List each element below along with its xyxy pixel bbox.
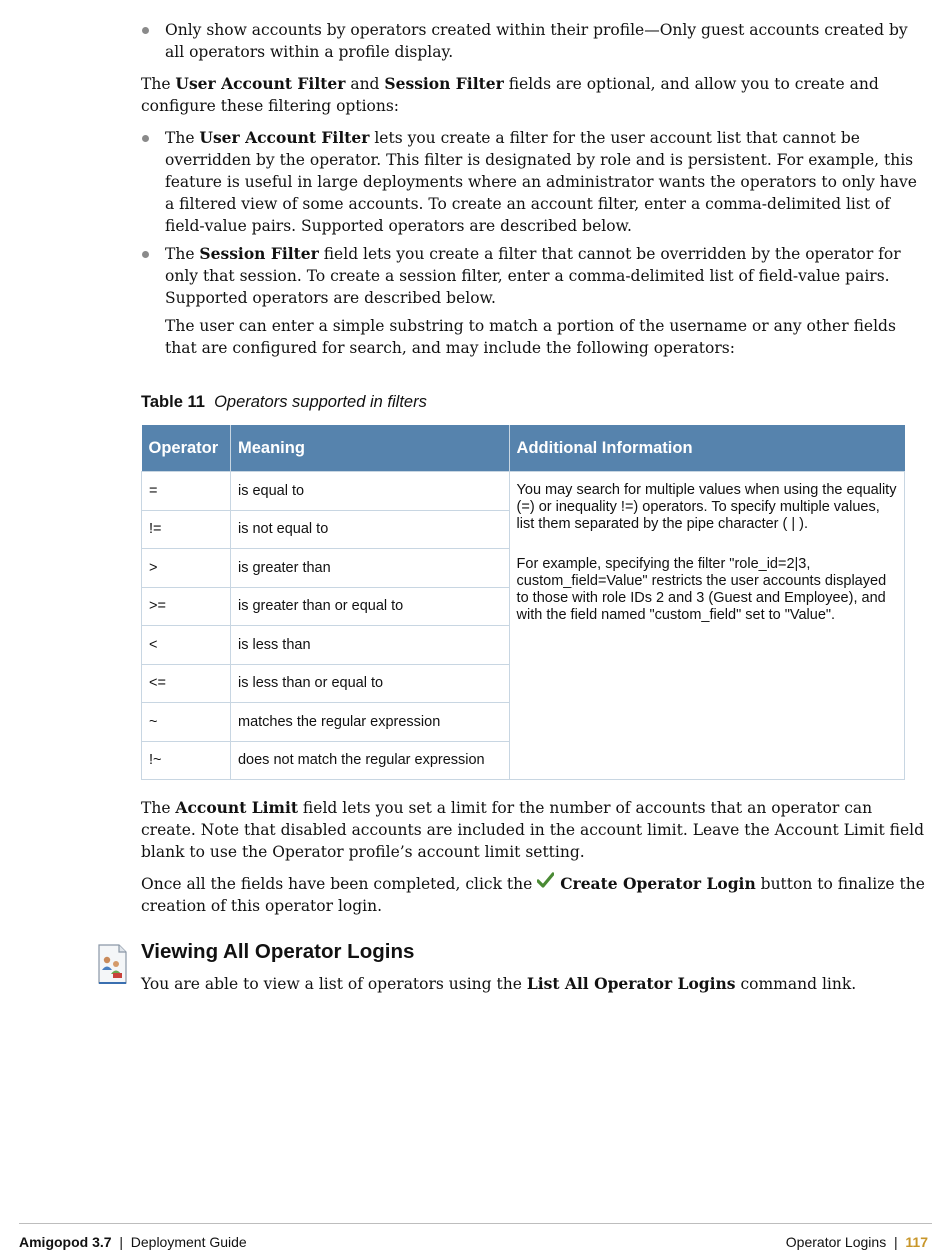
text: command link.	[735, 975, 857, 993]
meaning-cell: is less than or equal to	[230, 664, 509, 703]
meaning-cell: is less than	[230, 626, 509, 665]
text: The user can enter a simple substring to match a portion of the username or any other fields that are configured for search, and may include the following operators:	[165, 317, 896, 357]
table-row	[142, 472, 905, 511]
operator-cell: <=	[142, 664, 231, 703]
info-paragraph: For example, specifying the filter "role_id=2|3, custom_field=Value" restricts the user accounts displayed to those with role IDs 2 and 3 (Guest and Employee), and with the field named "custom_field" set to "Value".	[516, 556, 887, 623]
table-caption	[141, 393, 427, 412]
term-list-all-operator-logins: List All Operator Logins	[526, 974, 736, 993]
header-meaning: Meaning	[230, 425, 509, 472]
header-additional-information: Additional Information	[509, 425, 904, 472]
meaning-cell: matches the regular expression	[230, 703, 509, 742]
operator-cell: >	[142, 549, 231, 588]
operator-cell: !=	[142, 510, 231, 549]
footer-guide: Deployment Guide	[130, 1234, 247, 1250]
text: and	[345, 75, 385, 93]
footer-separator: |	[893, 1234, 898, 1250]
footer-separator: |	[119, 1234, 123, 1250]
operators-document-icon	[97, 943, 129, 985]
operator-cell: >=	[142, 587, 231, 626]
footer-divider	[19, 1223, 932, 1224]
bullet-session-filter	[165, 243, 931, 309]
text: You are able to view a list of operators using the	[141, 975, 527, 993]
operator-cell: !~	[142, 741, 231, 780]
bullet-dot	[142, 251, 149, 258]
footer-right	[786, 1234, 928, 1250]
term-user-account-filter: User Account Filter	[175, 74, 346, 93]
meaning-cell: is greater than or equal to	[230, 587, 509, 626]
text: The	[141, 799, 176, 817]
text: The	[165, 245, 200, 263]
meaning-cell: is greater than	[230, 549, 509, 588]
text: Only show accounts by operators created within their profile—Only guest accounts created by all operators within a profile display.	[165, 21, 908, 61]
term-session-filter: Session Filter	[384, 74, 504, 93]
text: field lets you create a filter that cannot be overridden by the operator for only that session. To create a session filter, enter a comma-delimited list of field-value pairs. Supported operators are described below.	[165, 245, 901, 307]
account-limit-paragraph	[141, 797, 931, 863]
additional-info-cell	[509, 472, 904, 780]
text: lets you create a filter for the user account list that cannot be overridden by the operator. This filter is designated by role and is persistent. For example, this feature is useful in large deployments where an administrator wants the operators to only have a filtered view of some accounts. To create an account filter, enter a comma-delimited list of field-value pairs. Supported operators are described below.	[165, 129, 917, 235]
operator-cell: <	[142, 626, 231, 665]
bullet-dot	[142, 135, 149, 142]
text: The	[141, 75, 176, 93]
info-paragraph: You may search for multiple values when using the equality (=) or inequality !=) operators. To specify multiple values, list them separated by the pipe character ( | ).	[516, 482, 897, 532]
bullet-text	[165, 19, 925, 63]
footer-chapter: Operator Logins	[785, 1234, 887, 1250]
section-paragraph	[141, 973, 931, 995]
text: field lets you set a limit for the number of accounts that an operator can create. Note that disabled accounts are included in the account limit. Leave the Account Limit field blank to use the Operator profile’s account limit setting.	[141, 799, 925, 861]
operator-cell: ~	[142, 703, 231, 742]
create-login-paragraph	[141, 873, 931, 917]
table-header-row	[142, 425, 905, 472]
footer-product: Amigopod 3.7	[19, 1234, 112, 1250]
term: User Account Filter	[199, 128, 370, 147]
intro-paragraph	[141, 73, 931, 117]
meaning-cell: does not match the regular expression	[230, 741, 509, 780]
term-create-operator-login: Create Operator Login	[560, 874, 756, 893]
bullet-dot	[142, 27, 149, 34]
operators-table	[141, 425, 905, 780]
table-number: Table 11	[141, 393, 205, 411]
checkmark-icon	[537, 873, 555, 895]
section-heading: Viewing All Operator Logins	[141, 940, 415, 963]
meaning-cell: is not equal to	[230, 510, 509, 549]
meaning-cell: is equal to	[230, 472, 509, 511]
session-filter-followup	[165, 315, 931, 359]
term: Session Filter	[199, 244, 319, 263]
text: Once all the fields have been completed, click the	[141, 875, 538, 893]
header-operator: Operator	[142, 425, 231, 472]
operator-cell: =	[142, 472, 231, 511]
text: button to finalize the creation of this operator login.	[141, 875, 925, 915]
table-title: Operators supported in filters	[214, 393, 427, 411]
footer-left	[19, 1234, 247, 1250]
term-account-limit: Account Limit	[175, 798, 298, 817]
bullet-user-account-filter	[165, 127, 931, 237]
text: The	[165, 129, 200, 147]
text: fields are optional, and allow you to create and configure these filtering options:	[141, 75, 879, 115]
page-number: 117	[905, 1234, 928, 1250]
